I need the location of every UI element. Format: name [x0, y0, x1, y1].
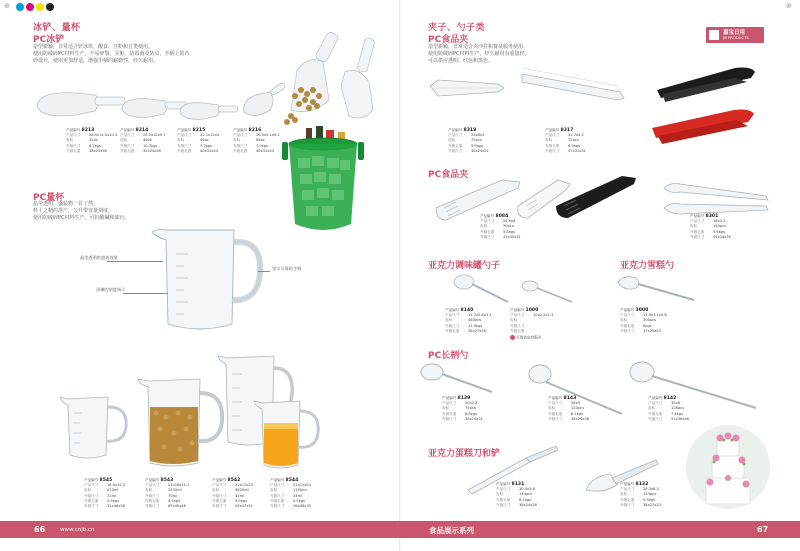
callout-handle: 坚实可靠的手柄: [272, 266, 302, 271]
jb-products-logo: 嘉宝日用 JB PRODUCTS: [706, 27, 764, 43]
custom-service-icon: [510, 335, 515, 340]
wedding-cake-photo: [686, 420, 770, 514]
subtitle-pc-scoops: PC冰铲: [33, 35, 65, 45]
subtitle-acrylic-jar-spoons: 亚克力调味罐勺子: [428, 261, 501, 271]
tongs-image-8318: [428, 74, 508, 102]
callout-line-c: [258, 271, 270, 272]
spec-8545: 产品编号 8545 产品尺寸 16.5x12.5 容积 470ml 外箱尺寸 72ml 外箱毛重 5.9kgs 外箱尺寸 52x46x38: [84, 478, 126, 509]
scoop-image-8215: [178, 96, 240, 126]
tongs-description: 造型新颖，非常适合夹沙拉和餐桌服务使用。 使用防破碎PC材料生产，经久耐用有重量轻。 可以供应透明、红色和黑色。: [428, 44, 530, 64]
tongs-image-8317: [520, 66, 630, 106]
spec-8317: 产品编号 8317 产品尺寸 31.7x4.2 容积 72pcs 外箱毛重 6.9kgs 外箱尺寸 47x31x31: [545, 128, 586, 153]
registration-mark-right: ⊕: [786, 2, 792, 10]
spec-3000: 产品编号 3000 产品尺寸 11.9x3.1x0.8 容积 300pcs 外箱毛重 6kgs 外箱尺寸 37x25x23: [620, 308, 667, 333]
spec-1000: 产品编号 1000 产品尺寸 10x2.2x1.3 容积 外箱尺寸 外箱毛重 可提供定制服务: [510, 308, 554, 340]
spoon-image-1000: [520, 278, 576, 306]
color-marks: [16, 3, 54, 11]
scoop-image-8213: [35, 85, 130, 125]
spec-8132: 产品编号 8132 产品尺寸 28.3x6.3 容积 144pcs 外箱毛重 5.9kgs 外箱尺寸 38x27x22: [620, 482, 661, 507]
spoon-image-8140: [452, 270, 512, 306]
spec-8214: 产品编号 8214 产品尺寸 23.1x12x9.1 容积 46oz 外箱尺寸 10.7kgs 外箱毛重 32x24x46: [120, 128, 166, 153]
subtitle-acrylic-icecream-spoon: 亚克力雪糕勺: [620, 261, 675, 271]
spec-8213: 产品编号 8213 产品尺寸 28.5x14.5x10.5 容积 32oz 外箱尺寸 6.7kgs 外箱毛重 38x25x56: [66, 128, 118, 153]
spec-8139: 产品编号 8139 产品尺寸 20x2.5 容积 75pcs 外箱毛重 6.8kgs 外箱尺寸 38x25x31: [442, 396, 483, 421]
spoon-image-3000: [614, 272, 698, 306]
page-number-left: 66: [34, 525, 46, 534]
green-ice-bucket-image: [282, 128, 364, 240]
cup-image-8543: [136, 373, 226, 469]
spec-8142: 产品编号 8142 产品尺寸 35x8 容积 128pcs 外箱毛重 7.4kgs 外箱尺寸 51x36x46: [648, 396, 689, 421]
callout-line-a: [107, 261, 163, 262]
logo-mark-icon: [709, 30, 719, 40]
red-tongs-image: [650, 106, 760, 148]
ladle-image-8139: [418, 358, 494, 396]
spec-8544: 产品编号 8544 产品尺寸 21x12x24 容积 1150ml 外箱尺寸 24ml 外箱毛重 5.5kgs 外箱尺寸 26x46x35: [270, 478, 311, 509]
measuring-cup-image: [150, 226, 265, 336]
callout-clear-view: 晶莹透明的盛视效果: [80, 255, 118, 260]
spec-8143: 产品编号 8143 产品尺寸 28x9 容积 120pcs 外箱毛重 8.1kgs 外箱尺寸 38x26x36: [548, 396, 589, 421]
callout-line-b: [123, 293, 168, 294]
subtitle-pc-food-tongs: PC食品夹: [428, 35, 469, 45]
section-title-scoops-cups: 冰铲、量杯: [33, 23, 81, 33]
page-number-right: 67: [757, 525, 769, 534]
section-title-tongs-spoons: 夹子、勺子类: [428, 23, 486, 33]
website-url: www.cnjb.cn: [60, 527, 95, 533]
spec-8140: 产品编号 8140 产品尺寸 11.7x2.8x1.4 容积 480pcs 外箱尺寸 12.4kgs 外箱毛重 38x27x26: [445, 308, 492, 333]
cup-description: 晶莹透明，盛装物一目了然。 杯上之精的准产，公升带容量刻度。 使用防破碎PC材料生产，可抗酸碱和油污。: [33, 201, 130, 221]
cup-image-8544: [252, 397, 322, 471]
scoop-description: 造型新颖，非常适合铲冰块、酸食、豆粉和豆类使用。 使用防破碎PC材料生产，不易碎裂、弄脏、防霉菌及防虫，手柄上的凸 砂设计，使用更加舒适，增强手柄的耐磨性，经久耐用。: [33, 44, 190, 64]
subtitle-pc-food-tongs-2: PC食品夹: [428, 170, 469, 180]
spec-8301: 产品编号 8301 产品尺寸 16x3.2 容积 144pcs 外箱毛重 5.6kgs 外箱尺寸 44x34x35: [690, 214, 731, 239]
subtitle-pc-ladles: PC长柄勺: [428, 351, 469, 361]
footer-series-title: 食品展示系列: [429, 526, 474, 535]
black-tongs-image: [655, 64, 761, 104]
footer-bar: [0, 521, 800, 538]
scoop-with-nuts-image: [283, 30, 383, 135]
spec-8543: 产品编号 8543 产品尺寸 21x18x21.5 容积 2450ml 外箱尺寸 72ml 外箱毛重 4.5kgs 外箱尺寸 67x45x46: [145, 478, 190, 509]
spec-8216: 产品编号 8216 产品尺寸 26.5x9.1x9.1 容积 64oz 外箱尺寸 7.0kgs 外箱毛重 40x31x44: [233, 128, 280, 153]
spec-8542: 产品编号 8542 产品尺寸 21x12x24 容积 3620ml 外箱尺寸 32ml 外箱毛重 5.9kgs 外箱尺寸 54x47x51: [212, 478, 253, 509]
spec-8318: 产品编号 8318 产品尺寸 23x6x5 容积 75pcs 外箱毛重 5.9kgs 外箱尺寸 38x24x21: [448, 128, 489, 153]
subtitle-pc-measuring-cups: PC量杯: [33, 193, 65, 203]
spec-8215: 产品编号 8215 产品尺寸 22.1x12x9 容积 46oz 外箱尺寸 7.7kgs 外箱毛重 40x31x44: [177, 128, 220, 153]
tongs-image-8084-black: [552, 172, 640, 222]
subtitle-acrylic-cake-knife-server: 亚克力蛋糕刀和铲: [428, 449, 501, 459]
registration-mark: ⊕: [4, 2, 10, 10]
spec-8131: 产品编号 8131 产品尺寸 30.4x3.6 容积 144pcs 外箱毛重 6.1kgs 外箱尺寸 38x24x26: [496, 482, 537, 507]
callout-scale: 清晰的刻度指示: [96, 287, 126, 292]
cup-image-8545: [58, 393, 130, 461]
spec-8084: 产品编号 8084 产品尺寸 26.6x6 容积 90pcs 外箱毛重 5.8kgs 外箱尺寸 42x32x31: [480, 214, 521, 239]
